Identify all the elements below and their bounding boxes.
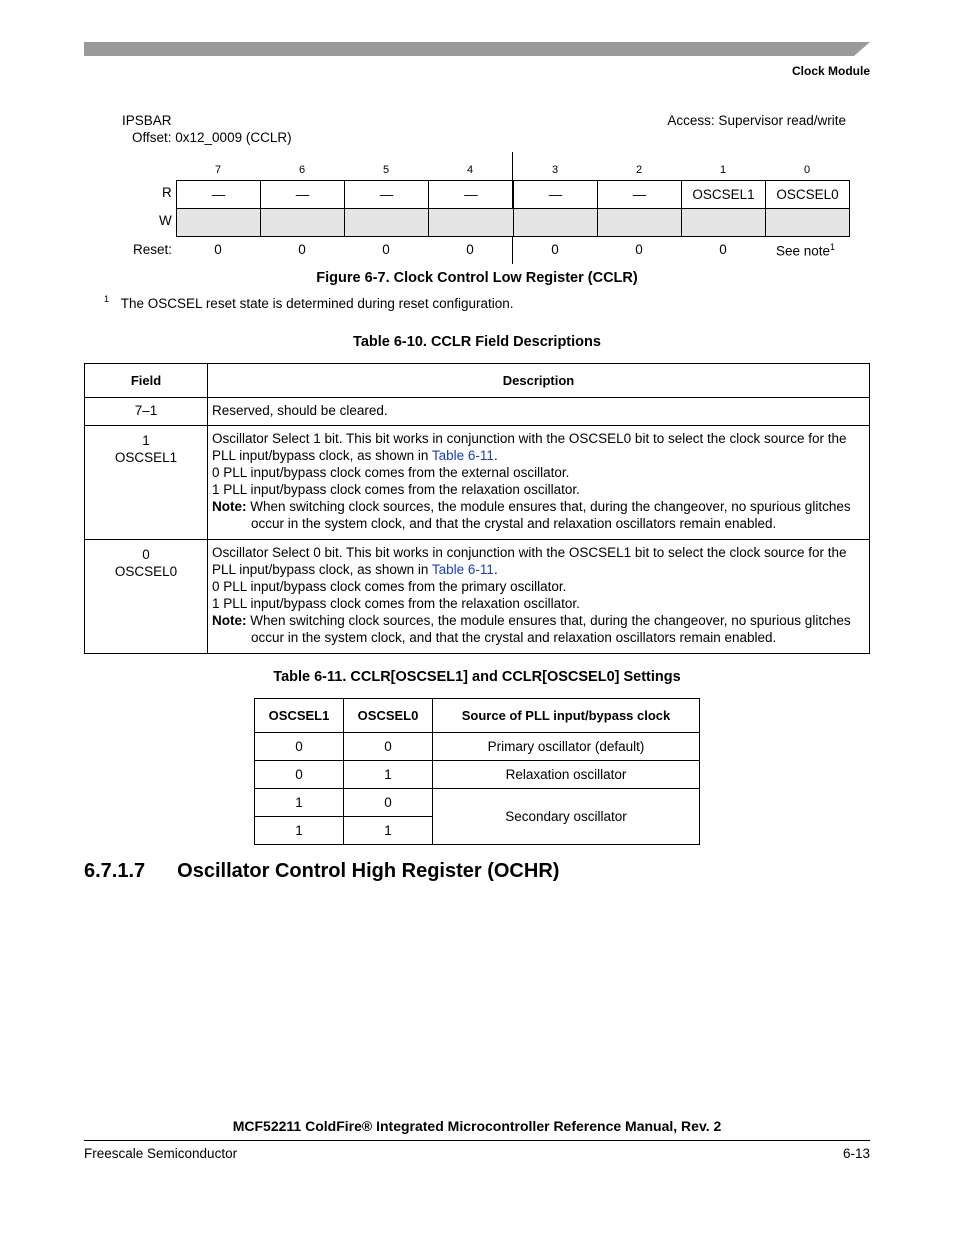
col-header-oscsel1: OSCSEL1 [255, 699, 344, 733]
field-name: OSCSEL1 [114, 450, 178, 465]
register-base: IPSBAR [122, 113, 172, 128]
r-cell: — [513, 180, 598, 209]
w-cell [176, 208, 261, 237]
field-cell [85, 540, 208, 654]
bit-number: 4 [466, 164, 474, 176]
field-bit: 0 [142, 547, 150, 562]
oscsel0-cell: 0 [344, 789, 433, 817]
bit-number: 6 [298, 164, 306, 176]
table-link[interactable]: Table 6-11 [431, 562, 494, 577]
footnote-number: 1 [104, 294, 110, 304]
row-r-label: R [162, 185, 172, 200]
w-cell [597, 208, 682, 237]
table-row [85, 398, 870, 426]
oscsel1-cell: 1 [255, 817, 344, 845]
oscsel1-cell: 0 [255, 733, 344, 761]
r-cell: — [344, 180, 429, 209]
bit-number: 7 [214, 164, 222, 176]
reset-value-note [765, 242, 866, 259]
note-text: When switching clock sources, the module ensures that, during the changeover, no spurious glitches [246, 613, 851, 628]
col-header-source: Source of PLL input/bypass clock [433, 699, 700, 733]
description-end: . [493, 562, 498, 577]
note-label: Note: [212, 613, 247, 628]
table-row [255, 789, 700, 817]
reset-value: 0 [719, 242, 727, 257]
r-cell: — [597, 180, 682, 209]
r-cell-oscsel1: OSCSEL1 [681, 180, 766, 209]
bit-number: 3 [551, 164, 559, 176]
option-0: 0 PLL input/bypass clock comes from the external oscillator. [212, 465, 570, 480]
col-header-description: Description [208, 364, 870, 398]
reset-value: 0 [214, 242, 222, 257]
w-cell [681, 208, 766, 237]
r-cell: — [260, 180, 345, 209]
description-text [212, 544, 863, 578]
oscsel0-cell: 1 [344, 817, 433, 845]
w-cell [513, 208, 598, 237]
section-title: Oscillator Control High Register (OCHR) [177, 860, 560, 882]
bit-number: 2 [635, 164, 643, 176]
table2-title: Table 6-11. CCLR[OSCSEL1] and CCLR[OSCSEL0] Settings [273, 669, 681, 685]
row-w-label: W [159, 213, 172, 228]
option-0: 0 PLL input/bypass clock comes from the primary oscillator. [212, 579, 567, 594]
r-cell-oscsel0: OSCSEL0 [765, 180, 850, 209]
reset-label: Reset: [133, 242, 173, 257]
description-cell [208, 426, 870, 540]
description-cell: Reserved, should be cleared. [208, 398, 870, 426]
manual-title: MCF52211 ColdFire® Integrated Microcontroller Reference Manual, Rev. 2 [232, 1118, 722, 1134]
w-cell [428, 208, 514, 237]
oscsel-settings-table [254, 698, 700, 845]
field-bit: 1 [142, 433, 150, 448]
section-number: 6.7.1.7 [84, 860, 146, 882]
col-header-field: Field [85, 364, 208, 398]
w-cell [344, 208, 429, 237]
table-row [255, 761, 700, 789]
footnote [104, 294, 513, 311]
option-1: 1 PLL input/bypass clock comes from the relaxation oscillator. [212, 596, 580, 611]
note-label: Note: [212, 499, 247, 514]
footnote-ref: 1 [830, 242, 836, 252]
figure-caption: Figure 6-7. Clock Control Low Register (CCLR) [316, 270, 638, 286]
table-row [255, 733, 700, 761]
reset-value: 0 [635, 242, 643, 257]
reset-value: 0 [382, 242, 390, 257]
note-continuation: occur in the system clock, and that the crystal and relaxation oscillators remain enabled. [251, 516, 777, 531]
description-end: . [493, 448, 498, 463]
footer-rule [84, 1140, 870, 1141]
r-cell: — [428, 180, 514, 209]
oscsel0-cell: 1 [344, 761, 433, 789]
description-cell [208, 540, 870, 654]
note [212, 498, 863, 515]
description-body: Oscillator Select 0 bit. This bit works in conjunction with the OSCSEL1 bit to select the clock source for the PLL input/bypass clock, as shown in [212, 545, 847, 577]
description-body: Oscillator Select 1 bit. This bit works in conjunction with the OSCSEL0 bit to select the clock source for the PLL input/bypass clock, as shown in [212, 431, 847, 463]
w-cell [260, 208, 345, 237]
register-offset: Offset: 0x12_0009 (CCLR) [132, 130, 292, 145]
note-text: When switching clock sources, the module ensures that, during the changeover, no spurious glitches [246, 499, 851, 514]
oscsel1-cell: 1 [255, 789, 344, 817]
table-header-row [85, 364, 870, 398]
source-cell: Relaxation oscillator [433, 761, 700, 789]
reset-note-text: See note [776, 243, 831, 259]
footnote-text: The OSCSEL reset state is determined during reset configuration. [120, 296, 514, 311]
option-1: 1 PLL input/bypass clock comes from the relaxation oscillator. [212, 482, 580, 497]
table-row [85, 540, 870, 654]
oscsel0-cell: 0 [344, 733, 433, 761]
table-row [85, 426, 870, 540]
register-access: Access: Supervisor read/write [667, 113, 846, 128]
table-header-row [255, 699, 700, 733]
note-continuation: occur in the system clock, and that the crystal and relaxation oscillators remain enabled. [251, 630, 777, 645]
reset-value: 0 [466, 242, 474, 257]
field-cell: 7–1 [85, 398, 208, 426]
section-heading [84, 860, 559, 883]
bit-number: 5 [382, 164, 390, 176]
bit-number: 1 [719, 164, 727, 176]
field-cell [85, 426, 208, 540]
col-header-oscsel0: OSCSEL0 [344, 699, 433, 733]
source-cell: Secondary oscillator [433, 789, 700, 845]
reset-value: 0 [298, 242, 306, 257]
oscsel1-cell: 0 [255, 761, 344, 789]
table1-title: Table 6-10. CCLR Field Descriptions [353, 334, 601, 350]
field-name: OSCSEL0 [114, 564, 178, 579]
note [212, 612, 863, 629]
reset-value: 0 [551, 242, 559, 257]
source-cell: Primary oscillator (default) [433, 733, 700, 761]
section-header: Clock Module [791, 64, 870, 78]
bit-number: 0 [803, 164, 811, 176]
field-descriptions-table [84, 363, 870, 654]
description-text [212, 430, 863, 464]
page-number: 6-13 [842, 1146, 870, 1161]
company-name: Freescale Semiconductor [84, 1146, 238, 1161]
w-cell [765, 208, 850, 237]
table-link[interactable]: Table 6-11 [431, 448, 494, 463]
header-bar [84, 42, 870, 56]
r-cell: — [176, 180, 261, 209]
